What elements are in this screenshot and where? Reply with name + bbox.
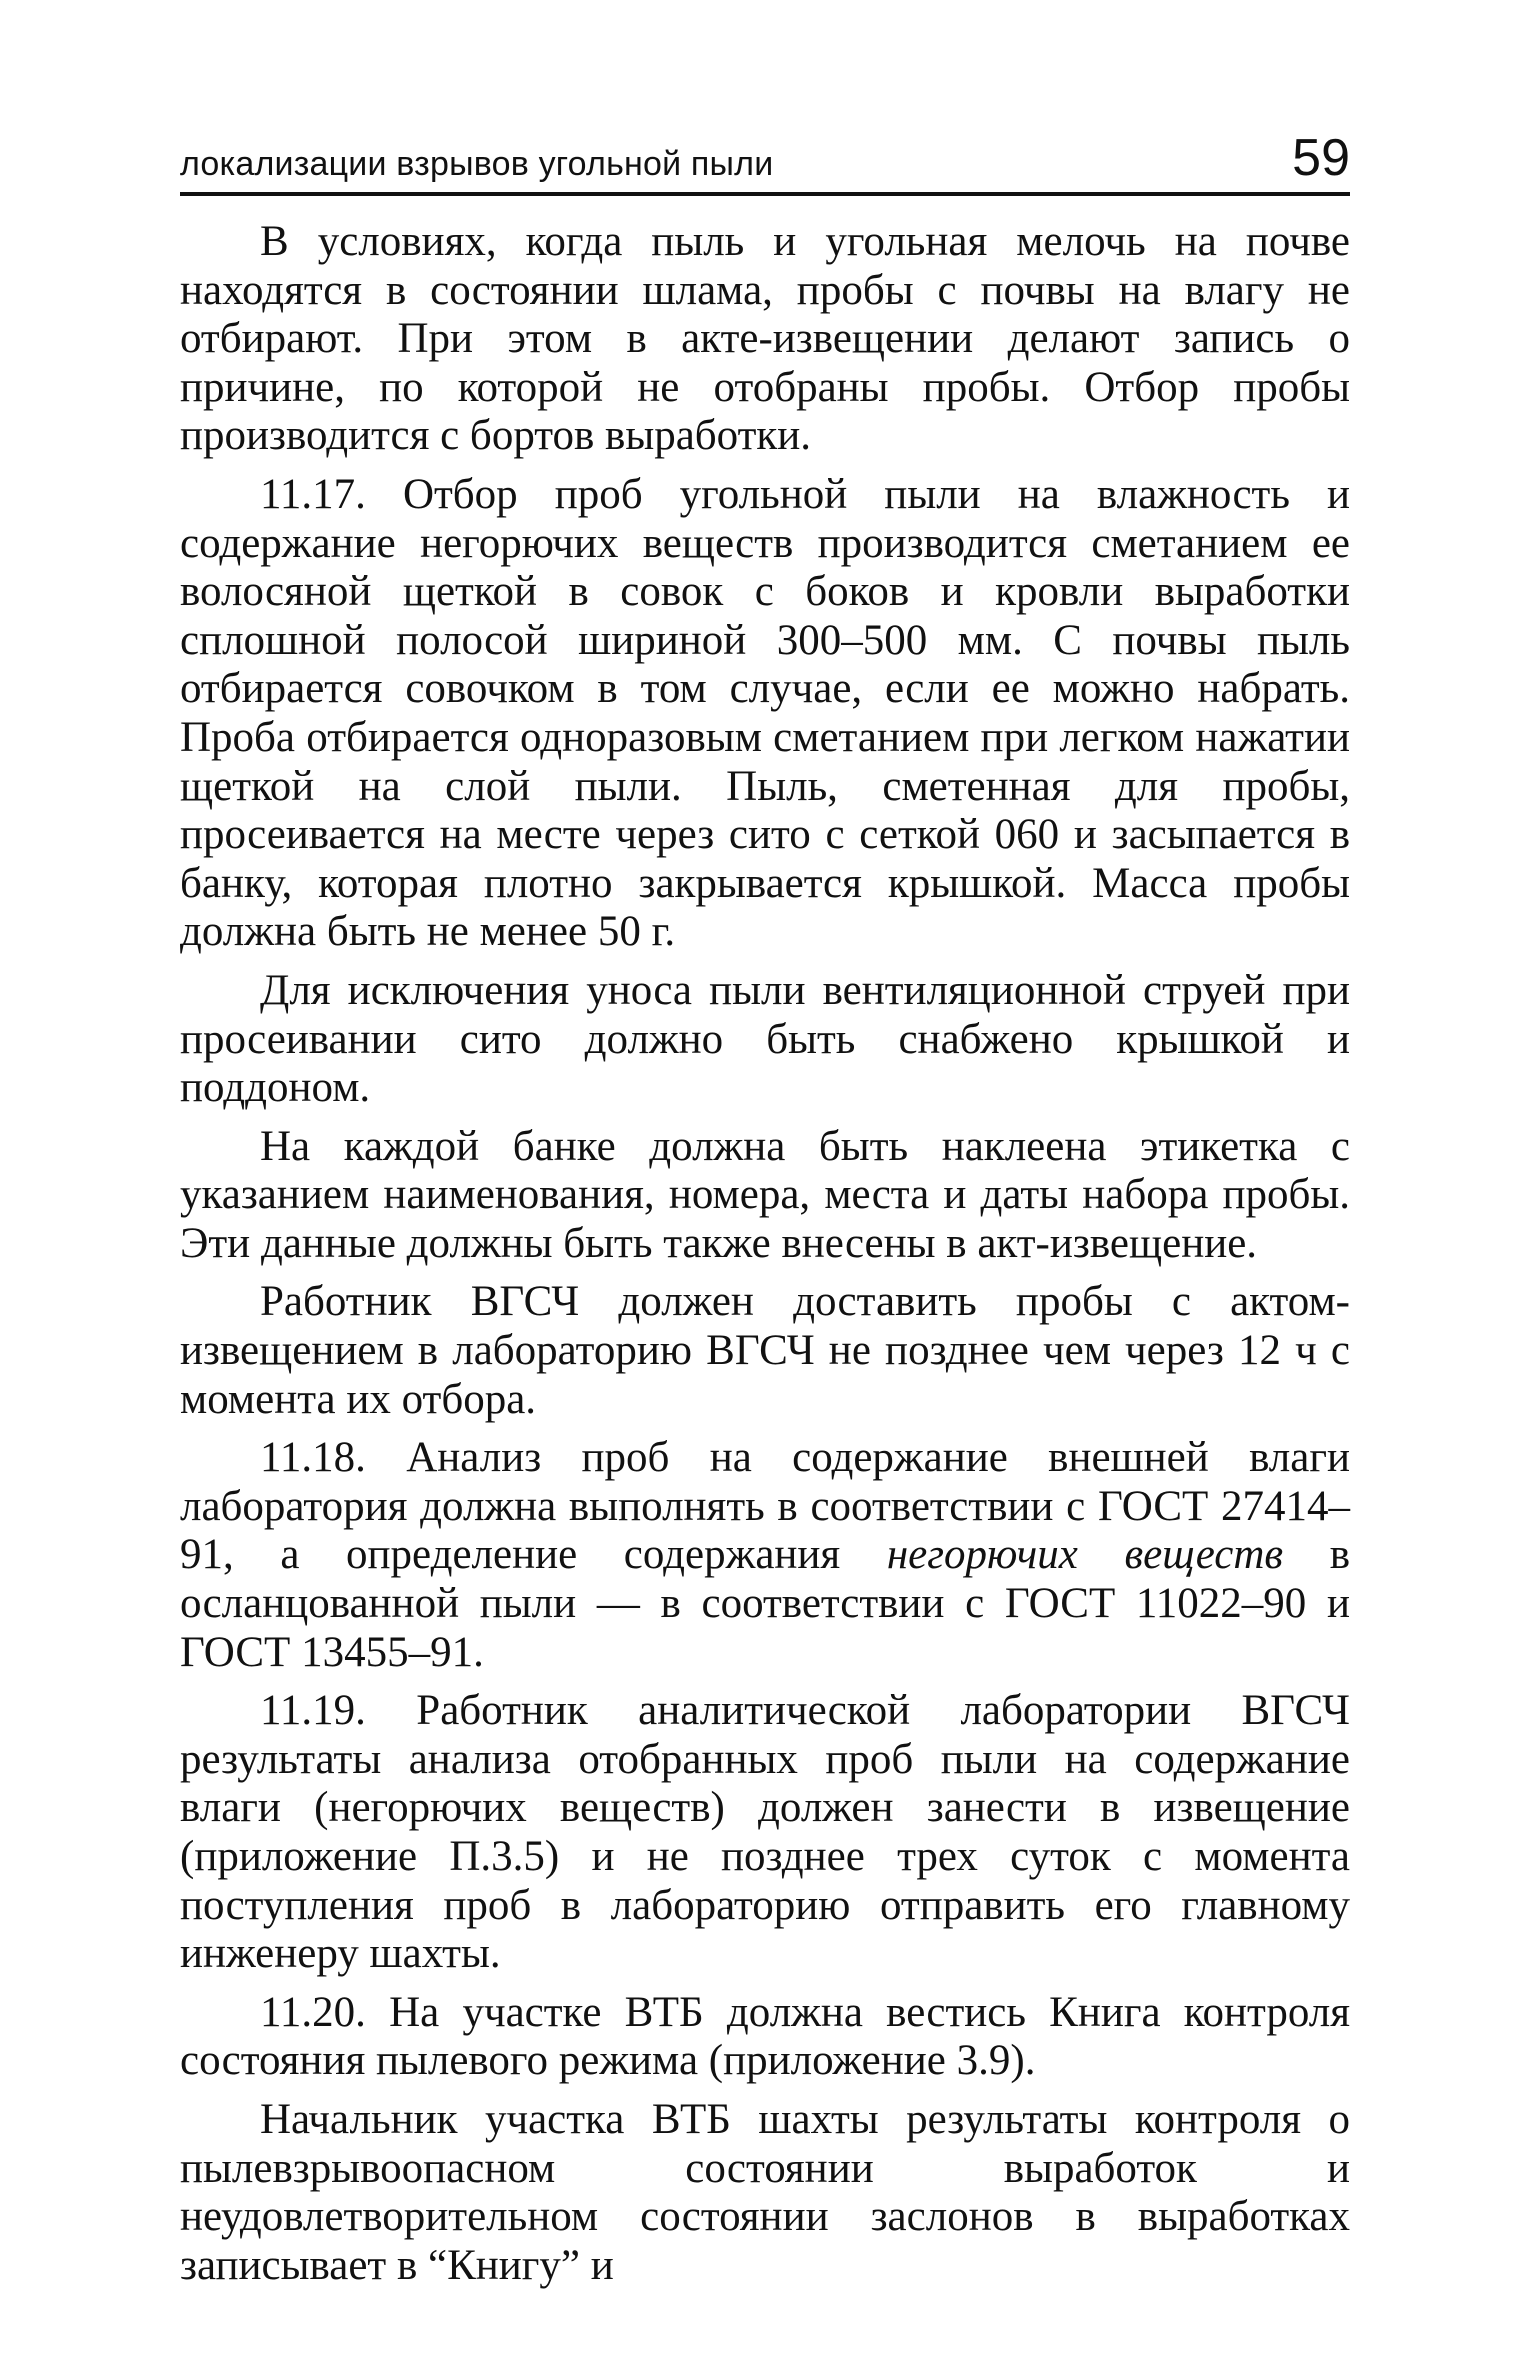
book-page <box>180 130 1350 2300</box>
paragraph: В условиях, когда пыль и угольная мелочь на почве находятся в состоянии шлама, пробы с почвы на влагу не отбирают. При этом в акте-извещении делают запись о причине, по которой не отобраны пробы. Отбор пробы производится с бортов выработки. <box>180 218 1350 460</box>
paragraph: 11.20. На участке ВТБ должна вестись Книга контроля состояния пылевого режима (приложение 3.9). <box>180 1988 1350 2085</box>
paragraph <box>180 1434 1350 1677</box>
paragraph: 11.19. Работник аналитической лаборатории ВГСЧ результаты анализа отобранных проб пыли на содержание влаги (негорючих веществ) должен занести в извещение (приложение П.3.5) и не позднее трех суток с момента поступления проб в лабораторию отправить его главному инженеру шахты. <box>180 1687 1350 1978</box>
italic-term: негорючих веществ <box>886 1531 1284 1579</box>
paragraph: На каждой банке должна быть наклеена этикетка с указанием наименования, номера, места и даты набора пробы. Эти данные должны быть также внесены в акт-извещение. <box>180 1122 1350 1267</box>
running-title: локализации взрывов угольной пыли <box>180 145 774 183</box>
paragraph-text: в осланцованной пыли — в соответствии с ГОСТ 11022–90 и ГОСТ 13455–91. <box>180 1531 1351 1676</box>
paragraph: Для исключения уноса пыли вентиляционной струей при просеивании сито должно быть снабжено крышкой и поддоном. <box>180 966 1350 1112</box>
page-number: 59 <box>1292 129 1350 187</box>
running-header <box>180 130 1350 196</box>
paragraph-text: 11.18. Анализ проб на содержание внешней влаги лаборатория должна выполнять в соответствии с ГОСТ 27414–91, а определение содержания <box>180 1434 1350 1579</box>
paragraph: 11.17. Отбор проб угольной пыли на влажность и содержание негорючих веществ производится сметанием ее волосяной щеткой в совок с боков и кровли выработки сплошной полосой шириной 300–500 мм. С почвы пыль отбирается совочком в том случае, если ее можно набрать. Проба отбирается одноразовым сметанием при легком нажатии щеткой на слой пыли. Пыль, сметенная для пробы, просеивается на месте через сито с сеткой 060 и засыпается в банку, которая плотно закрывается крышкой. Масса пробы должна быть не менее 50 г. <box>180 470 1350 956</box>
paragraph: Начальник участка ВТБ шахты результаты контроля о пылевзрывоопасном состоянии выработок и неудовлетворительном состоянии заслонов в выработках записывает в “Книгу” и <box>180 2095 1350 2289</box>
paragraph: Работник ВГСЧ должен доставить пробы с актом-извещением в лабораторию ВГСЧ не позднее чем через 12 ч с момента их отбора. <box>180 1278 1350 1423</box>
body-text <box>180 218 1350 2290</box>
